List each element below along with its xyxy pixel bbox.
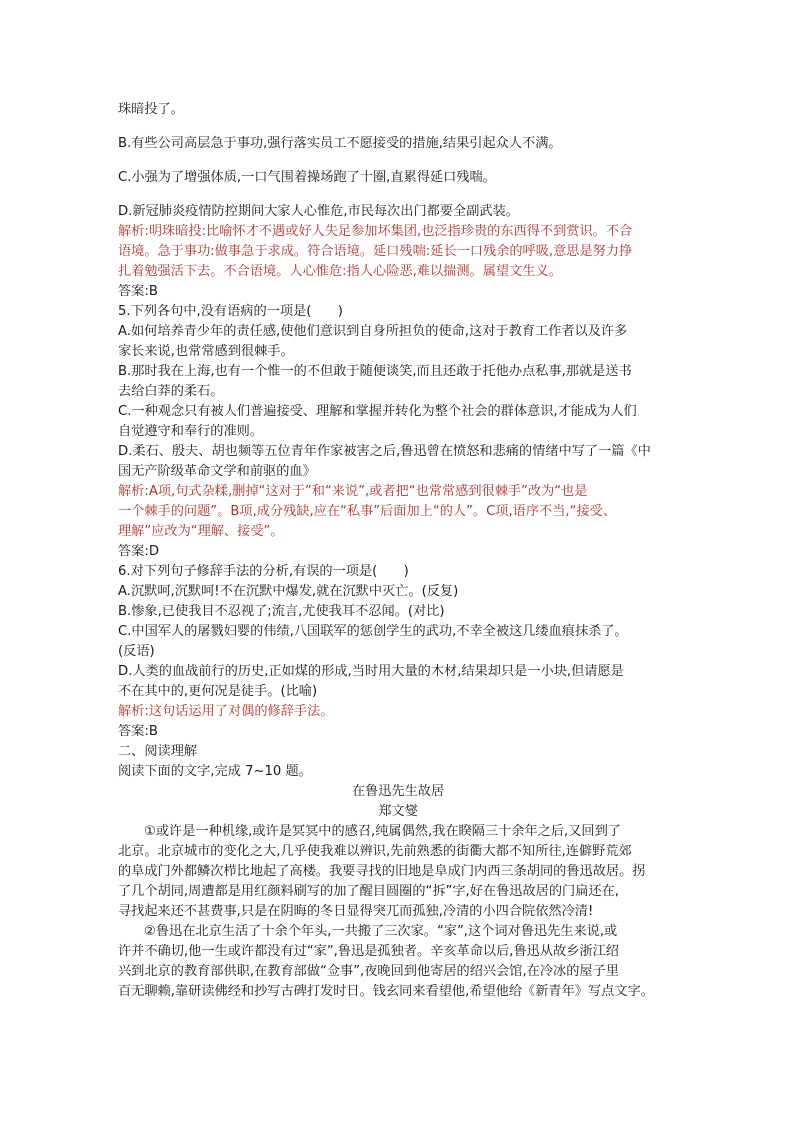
article-author: 郑文燮 (378, 804, 418, 819)
q6-option-line: (反语) (118, 644, 155, 659)
q4-option-b: B.有些公司高层急于事功,强行落实员工不愿接受的措施,结果引起众人不满。 (118, 136, 562, 151)
paragraph-line: ②鲁迅在北京生活了十余个年头,一共搬了三次家。“家”,这个词对鲁迅先生来说,或 (144, 924, 618, 939)
q6-option-line: 不在其中的,更何况是徒手。(比喻) (118, 684, 318, 699)
q5-stem: 5.下列各句中,没有语病的一项是( ) (118, 304, 343, 319)
q5-analysis-line: 解析:A项,句式杂糅,删掉“这对于”和“来说”,或者把“也常常感到很棘手”改为“也是 (118, 484, 588, 499)
q4-option-d: D.新冠肺炎疫情防控期间大家人心惟危,市民每次出门都要全副武装。 (118, 204, 519, 219)
q6-stem: 6.对下列句子修辞手法的分析,有误的一项是( ) (118, 564, 409, 579)
article-title: 在鲁迅先生故居 (351, 784, 445, 799)
document-page (118, 100, 678, 1002)
paragraph-line: 兴到北京的教育部供职,在教育部做“佥事”,夜晚回到他寄居的绍兴会馆,在冷冰的屋子里 (118, 964, 619, 979)
q5-option-line: 家长来说,也常常感到很棘手。 (118, 344, 294, 359)
q5-analysis-line: 理解”应改为“理解、接受”。 (118, 524, 284, 539)
q5-option-line: 自觉遵守和奉行的准则。 (118, 424, 264, 439)
q6-option-line: D.人类的血战前行的历史,正如煤的形成,当时用大量的木材,结果却只是一小块,但请愿是 (118, 664, 624, 679)
q5-option-line: 国无产阶级革命文学和前驱的血》 (118, 464, 316, 479)
paragraph-line: 了几个胡同,周遭都是用红颜料刷写的加了醒目圆圈的“拆”字,好在鲁迅故居的门扁还在, (118, 884, 619, 899)
q6-answer: 答案:B (118, 724, 158, 739)
q6-option-line: B.惨象,已使我目不忍视了;流言,尤使我耳不忍闻。(对比) (118, 604, 445, 619)
q5-option-line: C.一种观念只有被人们普遍接受、理解和掌握并转化为整个社会的群体意识,才能成为人们 (118, 404, 637, 419)
paragraph-line: ①或许是一种机缘,或许是冥冥中的感召,纯属偶然,我在睽隔三十余年之后,又回到了 (144, 824, 621, 839)
q5-option-line: B.那时我在上海,也有一个惟一的不但敢于随便谈笑,而且还敢于托他办点私事,那就是送书 (118, 364, 632, 379)
q5-analysis-line: 一个棘手的问题”。B项,成分残缺,应在“私事”后面加上“的人”。C项,语序不当,“接受、 (118, 504, 617, 519)
paragraph-line: 寻找起来还不甚费事,只是在阴晦的冬日显得突兀而孤独,冷清的小四合院依然冷清! (118, 904, 594, 919)
q5-option-line: 去给白莽的柔石。 (118, 384, 224, 399)
q5-answer: 答案:D (118, 544, 159, 559)
paragraph-line: 许并不确切,他一生或许都没有过“家”,鲁迅是孤独者。辛亥革命以后,鲁迅从故乡浙江绍 (118, 944, 619, 959)
q4-analysis-line: 语境。急于事功:做事急于求成。符合语境。延口残喘:延长一口残余的呼吸,意思是努力挣 (118, 244, 633, 259)
q4-answer: 答案:B (118, 284, 158, 299)
q4-analysis-line: 扎着勉强活下去。不合语境。人心惟危:指人心险恶,难以揣测。属望文生义。 (118, 264, 562, 279)
paragraph-line: 的阜成门外都鳞次栉比地起了高楼。我要寻找的旧地是阜成门内西三条胡同的鲁迅故居。拐 (118, 864, 646, 879)
paragraph-line: 百无聊赖,靠研读佛经和抄写古碑打发时日。钱玄同来看望他,希望他给《新青年》写点文字。 (118, 984, 654, 999)
q4-tail-line: 珠暗投了。 (118, 102, 184, 117)
q4-analysis-line: 解析:明珠暗投:比喻怀才不遇或好人失足参加坏集团,也泛指珍贵的东西得不到赏识。不合 (118, 224, 633, 239)
q5-option-line: D.柔石、殷夫、胡也频等五位青年作家被害之后,鲁迅曾在愤怒和悲痛的情绪中写了一篇《中 (118, 444, 651, 459)
section-instruction: 阅读下面的文字,完成 7~10 题。 (118, 764, 312, 779)
q6-option-line: A.沉默呵,沉默呵!不在沉默中爆发,就在沉默中灭亡。(反复) (118, 584, 459, 599)
q4-option-c: C.小强为了增强体质,一口气围着操场跑了十圈,直累得延口残喘。 (118, 170, 496, 185)
q6-option-line: C.中国军人的屠戮妇婴的伟绩,八国联军的惩创学生的武功,不幸全被这几缕血痕抹杀了。 (118, 624, 628, 639)
section-heading: 二、阅读理解 (118, 744, 198, 759)
q6-analysis: 解析:这句话运用了对偶的修辞手法。 (118, 704, 334, 719)
paragraph-line: 北京。北京城市的变化之大,几乎使我难以辨识,先前熟悉的街衢大都不知所往,连僻野荒郊 (118, 844, 632, 859)
q5-option-line: A.如何培养青少年的责任感,使他们意识到自身所担负的使命,这对于教育工作者以及许多 (118, 324, 628, 339)
